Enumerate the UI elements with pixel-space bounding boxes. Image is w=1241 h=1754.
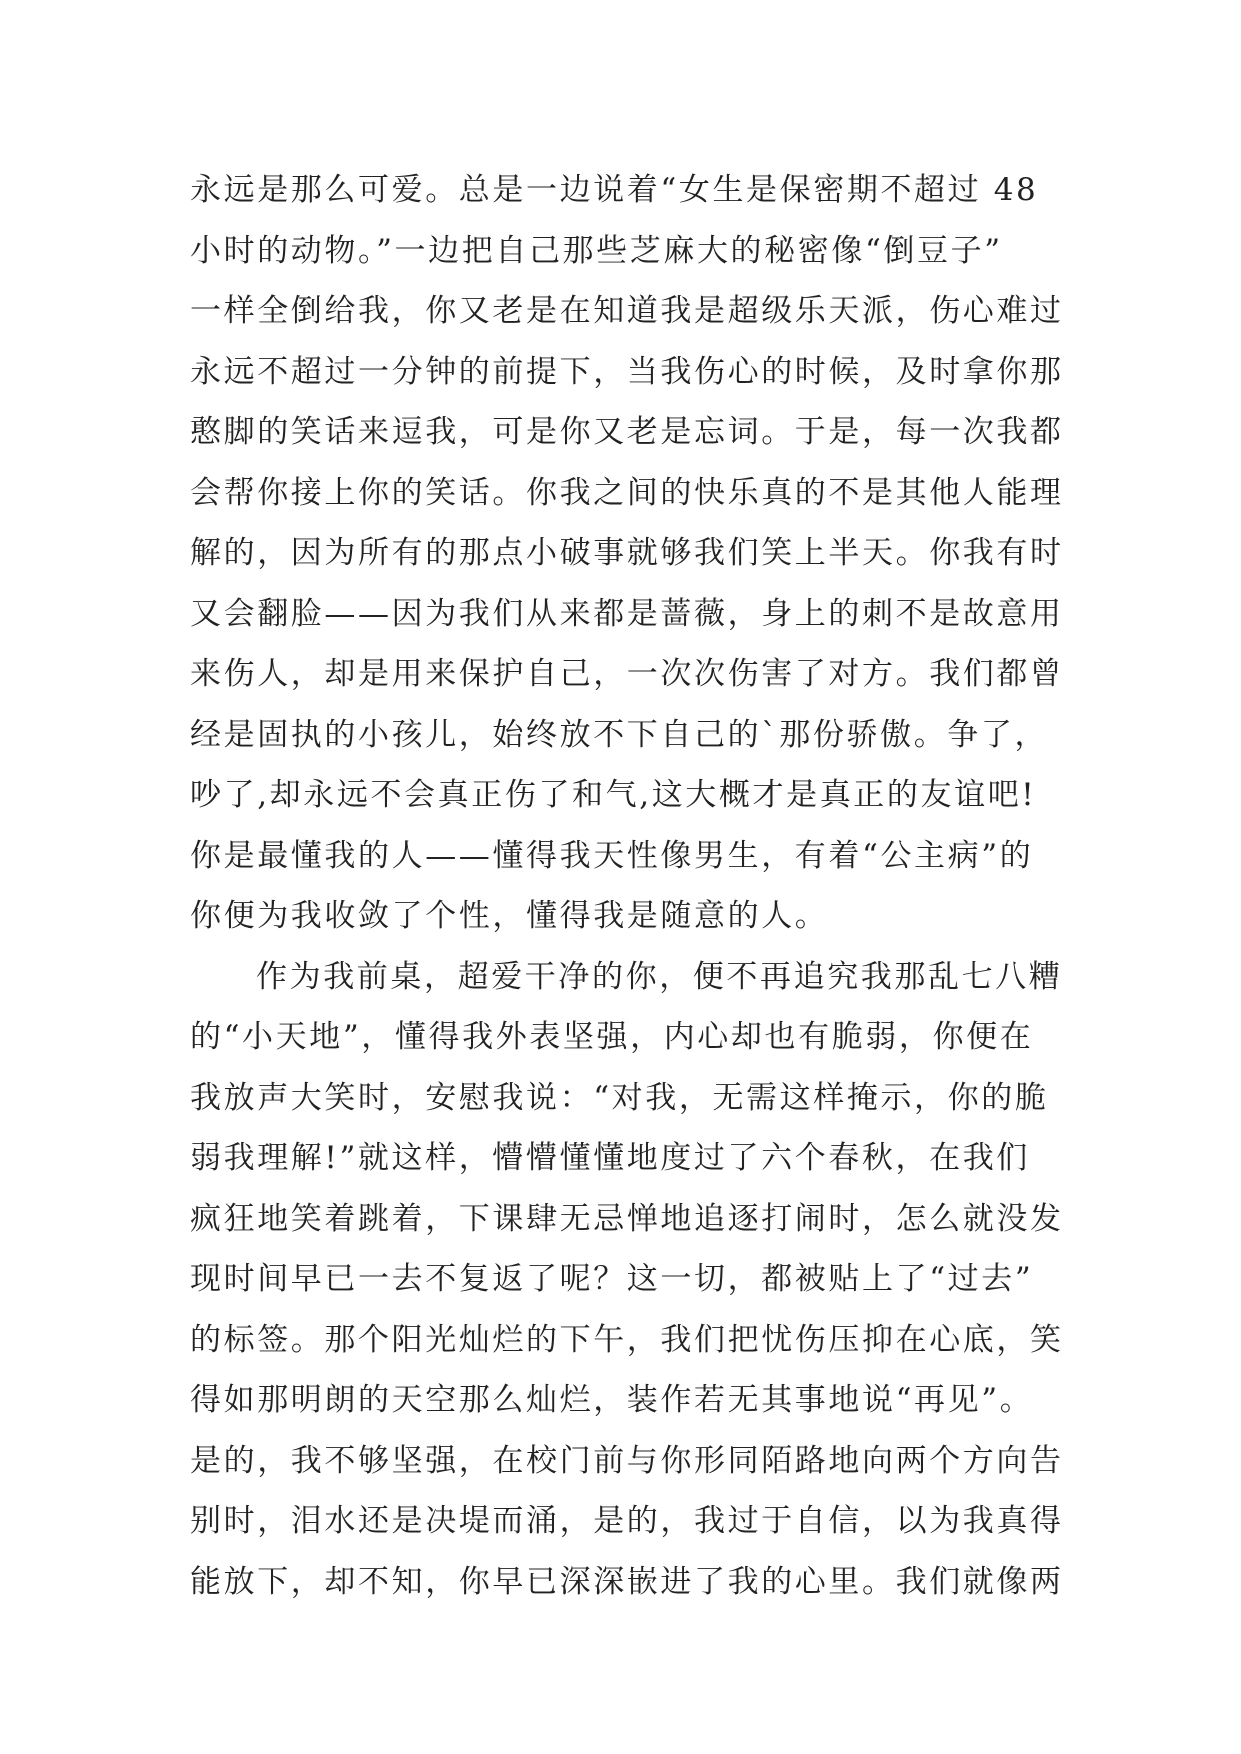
text-line: 的标签。那个阳光灿烂的下午，我们把忧伤压抑在心底，笑: [190, 1321, 1064, 1358]
text-line: 现时间早已一去不复返了呢？这一切，都被贴上了“过去”: [190, 1261, 1034, 1297]
text-line: 吵了,却永远不会真正伤了和气,这大概才是真正的友谊吧!: [190, 777, 1037, 813]
body-text: [190, 160, 1070, 1612]
text-line: 又会翻脸——因为我们从来都是蔷薇，身上的刺不是故意用: [190, 595, 1064, 632]
text-line: 我放声大笑时，安慰我说：“对我，无需这样掩示，你的脆: [190, 1079, 1049, 1116]
text-line: 一样全倒给我，你又老是在知道我是超级乐天派，伤心难过: [190, 293, 1064, 329]
text-line: 疯狂地笑着跳着，下课肆无忌惮地追逐打闹时，怎么就没发: [190, 1200, 1064, 1237]
text-line: 解的，因为所有的那点小破事就够我们笑上半天。你我有时: [190, 535, 1064, 571]
text-line: 能放下，却不知，你早已深深嵌进了我的心里。我们就像两: [190, 1563, 1064, 1600]
text-line: 小时的动物。”一边把自己那些芝麻大的秘密像“倒豆子”: [190, 232, 1003, 269]
paragraph-start-line: 作为我前桌，超爱干净的你，便不再追究我那乱七八糟: [256, 958, 1063, 995]
text-line: 是的，我不够坚强，在校门前与你形同陌路地向两个方向告: [190, 1442, 1064, 1479]
text-line: 得如那明朗的天空那么灿烂，装作若无其事地说“再见”。: [190, 1382, 1034, 1418]
text-line: 你便为我收敛了个性，懂得我是随意的人。: [190, 898, 829, 934]
text-line: 会帮你接上你的笑话。你我之间的快乐真的不是其他人能理: [190, 474, 1064, 511]
text-line: 来伤人，却是用来保护自己，一次次伤害了对方。我们都曾: [190, 656, 1064, 692]
text-line: 永远是那么可爱。总是一边说着“女生是保密期不超过 48: [190, 172, 1039, 208]
text-line: 憨脚的笑话来逗我，可是你又老是忘词。于是，每一次我都: [190, 414, 1064, 450]
text-line: 经是固执的小孩儿，始终放不下自己的`那份骄傲。争了，: [190, 716, 1049, 753]
text-line: 永远不超过一分钟的前提下，当我伤心的时候，及时拿你那: [190, 353, 1064, 390]
text-line: 别时，泪水还是决堤而涌，是的，我过于自信，以为我真得: [190, 1503, 1064, 1539]
text-line: 弱我理解!”就这样，懵懵懂懂地度过了六个春秋，在我们: [190, 1140, 1030, 1176]
text-line: 的“小天地”，懂得我外表坚强，内心却也有脆弱，你便在: [190, 1019, 1034, 1055]
text-line: 你是最懂我的人——懂得我天性像男生，有着“公主病”的: [190, 837, 1034, 874]
